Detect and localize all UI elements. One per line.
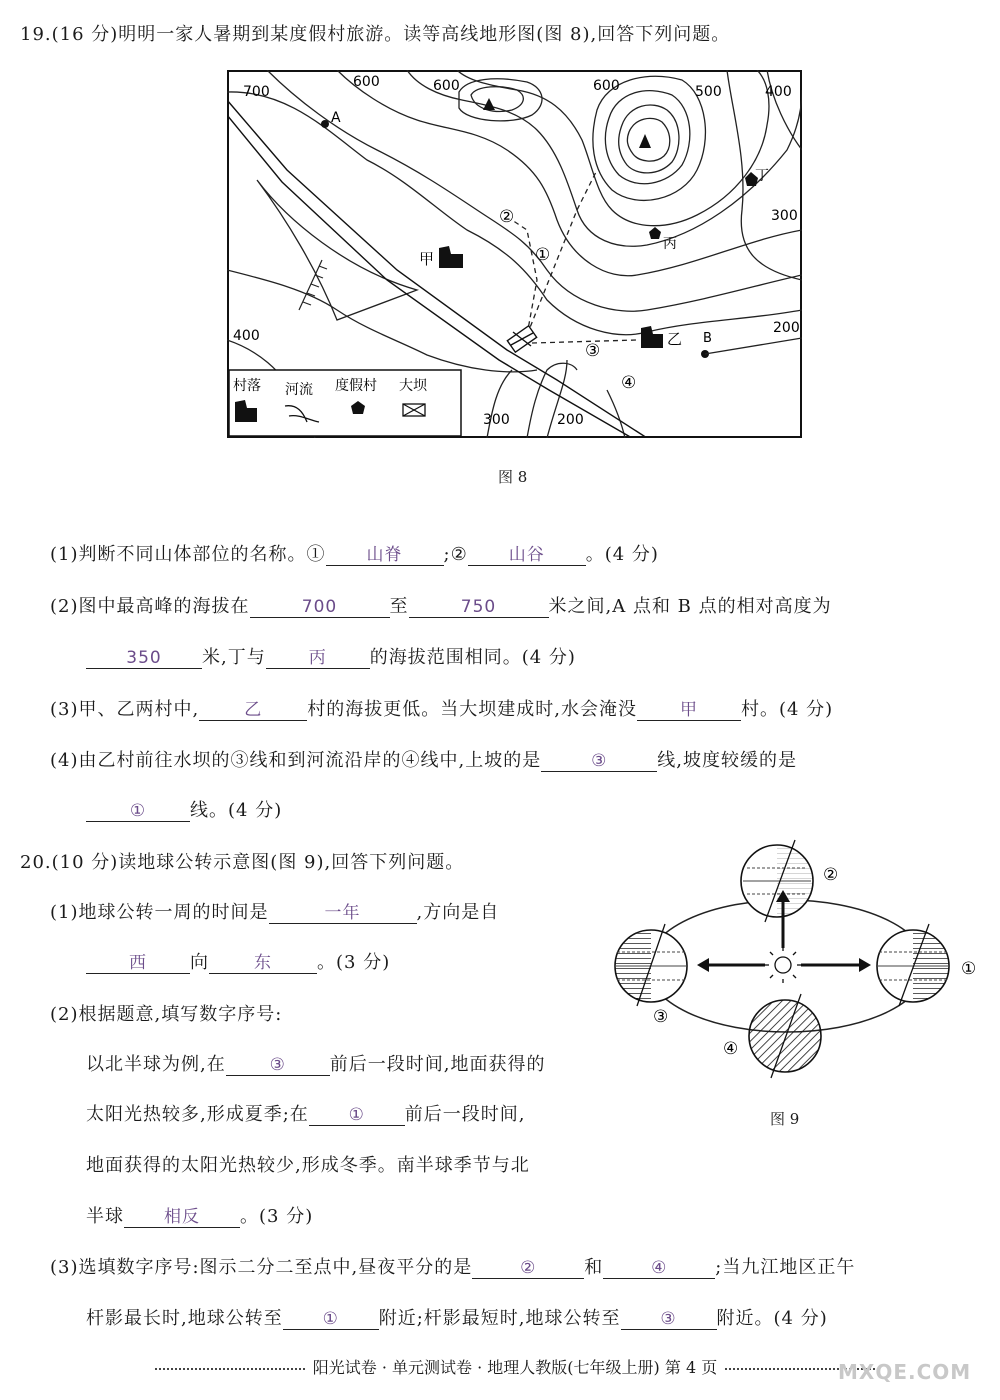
svg-text:400: 400 <box>233 328 260 344</box>
svg-text:500: 500 <box>695 84 722 100</box>
svg-text:200: 200 <box>773 320 800 336</box>
answer-blank[interactable]: 西 <box>86 953 190 974</box>
answer-blank[interactable]: 山脊 <box>326 545 444 566</box>
svg-text:200: 200 <box>557 412 584 428</box>
svg-text:村落: 村落 <box>233 378 261 394</box>
q19-part3: (3)甲、乙两村中, 乙 村的海拔更低。当大坝建成时,水会淹没 甲 村。(4 分) <box>50 699 834 720</box>
svg-text:河流: 河流 <box>285 382 313 398</box>
q19-part1: (1)判断不同山体部位的名称。① 山脊 ;② 山谷 。(4 分) <box>50 544 659 565</box>
footer-dots-left <box>155 1368 305 1370</box>
page-footer: 阳光试卷 · 单元测试卷 · 地理人教版(七年级上册) 第 4 页 <box>50 1355 980 1378</box>
answer-blank[interactable]: ① <box>283 1309 379 1330</box>
svg-text:B: B <box>703 331 712 346</box>
answer-blank[interactable]: ③ <box>226 1055 330 1076</box>
svg-text:③: ③ <box>585 341 601 361</box>
svg-text:600: 600 <box>433 78 460 94</box>
svg-text:700: 700 <box>243 84 270 100</box>
answer-blank[interactable]: 一年 <box>269 903 417 924</box>
answer-blank[interactable]: ① <box>309 1105 405 1126</box>
answer-blank[interactable]: ② <box>472 1258 584 1279</box>
q20-header: 20.(10 分)读地球公转示意图(图 9),回答下列问题。 <box>20 852 465 873</box>
q20-part3b: 杆影最长时,地球公转至 ① 附近;杆影最短时,地球公转至 ③ 附近。(4 分) <box>86 1308 828 1329</box>
answer-blank[interactable]: 山谷 <box>468 545 586 566</box>
svg-text:④: ④ <box>621 373 637 393</box>
earth-revolution-diagram <box>605 838 990 1088</box>
answer-blank[interactable]: ③ <box>541 751 657 772</box>
answer-blank[interactable]: 乙 <box>199 700 307 721</box>
svg-text:A: A <box>331 110 341 126</box>
figure-8-caption: 图 8 <box>498 468 528 486</box>
q19-part4a: (4)由乙村前往水坝的③线和到河流沿岸的④线中,上坡的是 ③ 线,坡度较缓的是 <box>50 750 797 771</box>
answer-blank[interactable]: 相反 <box>124 1207 240 1228</box>
svg-text:②: ② <box>823 865 839 885</box>
svg-text:①: ① <box>961 959 977 979</box>
svg-text:③: ③ <box>653 1007 669 1027</box>
answer-blank[interactable]: 甲 <box>637 700 741 721</box>
q20-part3a: (3)选填数字序号:图示二分二至点中,昼夜平分的是 ② 和 ④ ;当九江地区正午 <box>50 1257 856 1278</box>
svg-text:乙: 乙 <box>667 330 683 348</box>
q20-part2b: 太阳光热较多,形成夏季;在 ① 前后一段时间, <box>86 1104 526 1125</box>
svg-text:甲: 甲 <box>419 250 435 268</box>
svg-text:①: ① <box>535 245 551 265</box>
q20-part2d: 半球 相反 。(3 分) <box>86 1206 314 1227</box>
svg-text:丁: 丁 <box>755 168 769 184</box>
answer-blank[interactable]: ① <box>86 801 190 822</box>
q19-part2a: (2)图中最高峰的海拔在 700 至 750 米之间,A 点和 B 点的相对高度为 <box>50 596 832 617</box>
q20-part1a: (1)地球公转一周的时间是 一年 ,方向是自 <box>50 902 500 923</box>
svg-text:大坝: 大坝 <box>399 378 427 394</box>
answer-blank[interactable]: 700 <box>250 597 390 618</box>
answer-blank[interactable]: 东 <box>209 953 317 974</box>
q20-part2a: 以北半球为例,在 ③ 前后一段时间,地面获得的 <box>86 1054 546 1075</box>
answer-blank[interactable]: ③ <box>621 1309 717 1330</box>
contour-map <box>227 70 802 438</box>
svg-text:300: 300 <box>483 412 510 428</box>
svg-text:400: 400 <box>765 84 792 100</box>
svg-text:300: 300 <box>771 208 798 224</box>
q19-part4b: ① 线。(4 分) <box>86 796 282 822</box>
svg-text:度假村: 度假村 <box>335 378 377 394</box>
answer-blank[interactable]: 350 <box>86 648 202 669</box>
answer-blank[interactable]: ④ <box>603 1258 715 1279</box>
svg-text:600: 600 <box>353 74 380 90</box>
svg-text:②: ② <box>499 207 515 227</box>
q19-part2b: 350 米,丁与 丙 的海拔范围相同。(4 分) <box>86 643 576 669</box>
answer-blank[interactable]: 丙 <box>266 648 370 669</box>
q20-part1b: 西 向 东 。(3 分) <box>86 948 390 974</box>
svg-text:④: ④ <box>723 1039 739 1059</box>
figure-9-caption: 图 9 <box>770 1110 800 1128</box>
q20-part2: (2)根据题意,填写数字序号: <box>50 1004 283 1025</box>
q19-header: 19.(16 分)明明一家人暑期到某度假村旅游。读等高线地形图(图 8),回答下列问题。 <box>20 24 731 45</box>
answer-blank[interactable]: 750 <box>409 597 549 618</box>
q20-part2c: 地面获得的太阳光热较少,形成冬季。南半球季节与北 <box>86 1155 530 1176</box>
svg-text:丙: 丙 <box>663 236 677 252</box>
watermark: MXQE.COM <box>838 1360 972 1384</box>
svg-text:600: 600 <box>593 78 620 94</box>
